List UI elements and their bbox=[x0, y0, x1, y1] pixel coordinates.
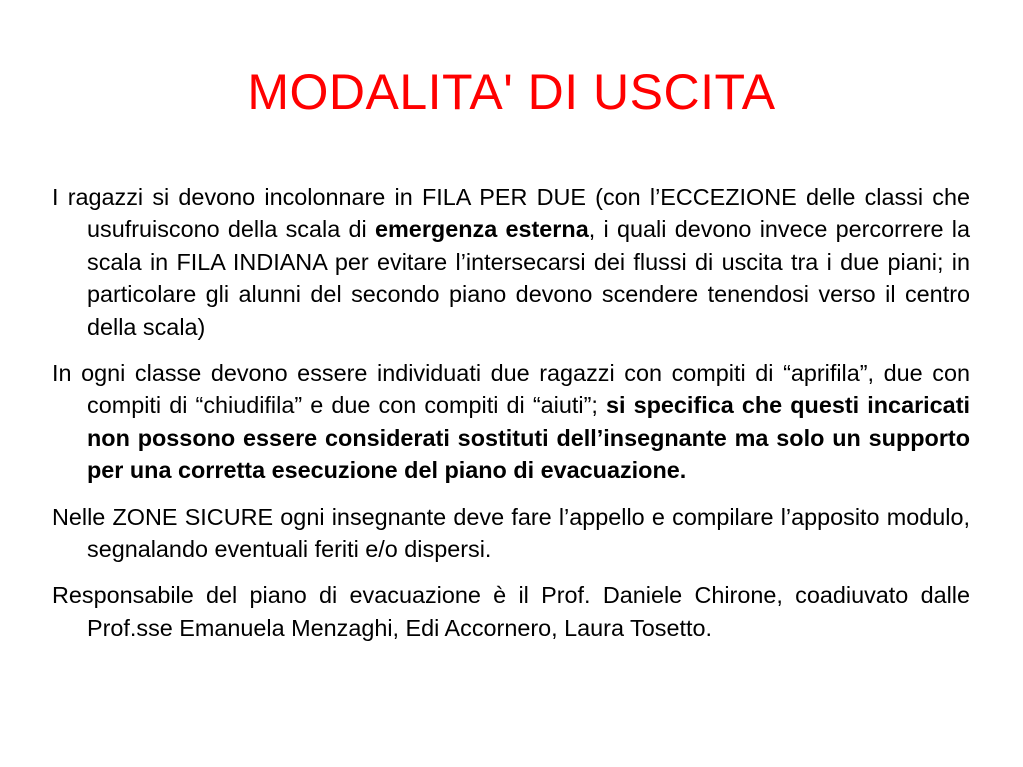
paragraph-roles bbox=[52, 357, 970, 487]
paragraph-line-up-text-end: , i quali devono invece percorrere la scala in FILA INDIANA per evitare l’intersecarsi dei flussi di uscita tra i due piani; in particolare gli alunni del secondo piano devono scendere tenendosi verso il centro della scala) bbox=[87, 216, 971, 340]
paragraph-responsible bbox=[52, 579, 970, 644]
paragraph-line-up bbox=[52, 181, 970, 343]
slide-body bbox=[52, 181, 970, 658]
paragraph-safe-zones-text: Nelle ZONE SICURE ogni insegnante deve fare l’appello e compilare l’apposito modulo, segnalando eventuali feriti e/o dispersi. bbox=[52, 503, 970, 563]
paragraph-roles-emphasis: si specifica che questi incaricati non possono essere considerati sostituti dell’insegnante ma solo un supporto per una corretta esecuzione del piano di evacuazione. bbox=[87, 392, 970, 484]
paragraph-responsible-text: Responsabile del piano di evacuazione è il Prof. Daniele Chirone, coadiuvato dalle Prof.sse Emanuela Menzaghi, Edi Accornero, Laura Tosetto. bbox=[52, 582, 970, 641]
slide-title: MODALITA' DI USCITA bbox=[247, 64, 776, 120]
paragraph-roles-text: In ogni classe devono essere individuati due ragazzi con compiti di “aprifila”, due con compiti di “chiudifila” e due con compiti di “aiuti”; bbox=[52, 360, 970, 419]
paragraph-line-up-emphasis: emergenza esterna bbox=[375, 216, 589, 243]
paragraph-line-up-text: I ragazzi si devono incolonnare in FILA PER DUE (con l’ECCEZIONE delle classi che usufruiscono della scala di bbox=[52, 184, 970, 243]
paragraph-safe-zones bbox=[52, 501, 970, 566]
